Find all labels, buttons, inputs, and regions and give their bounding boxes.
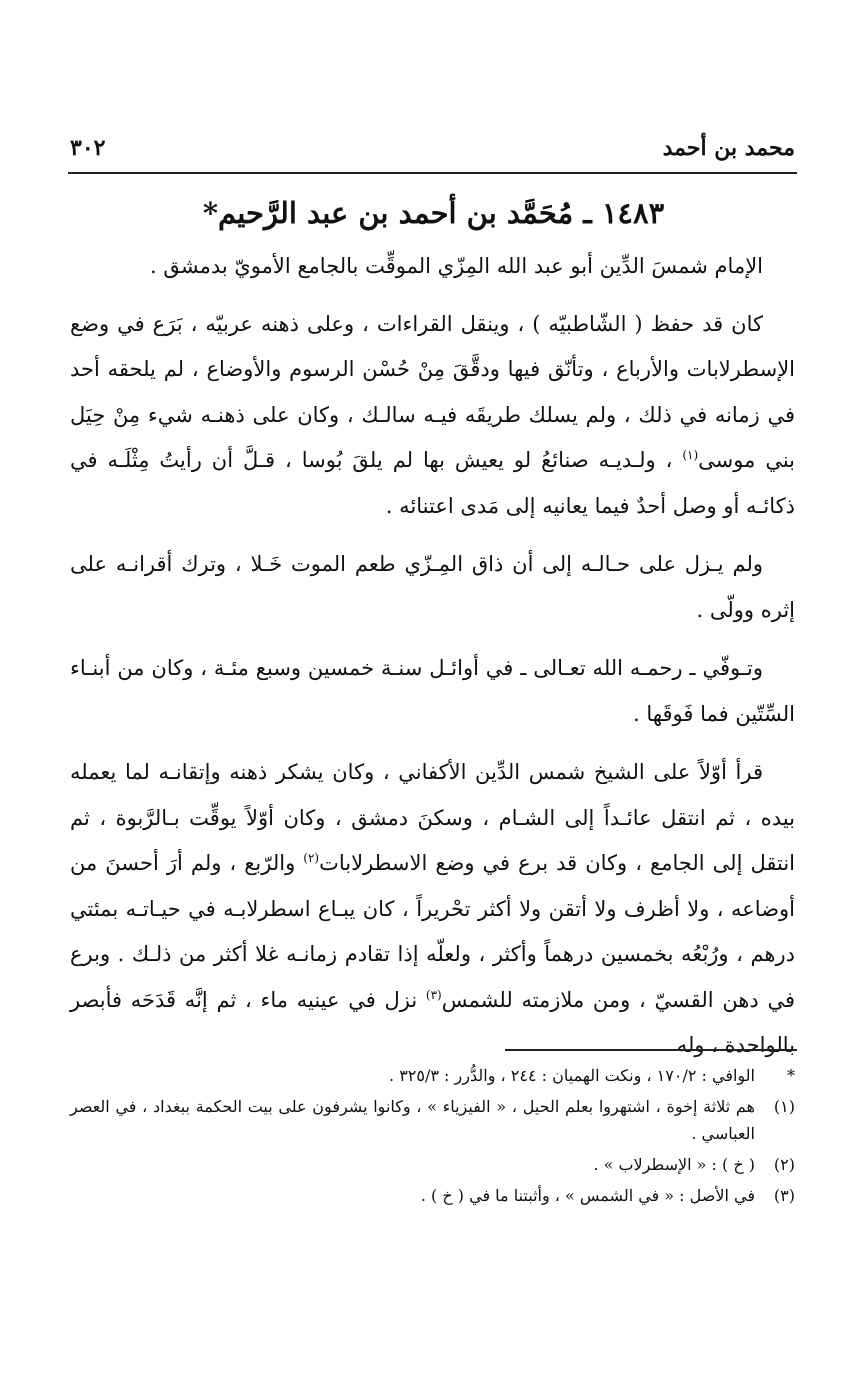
- footnote-item: [70, 1062, 795, 1089]
- running-head: [70, 128, 795, 168]
- paragraph-1-text-b: ، ولـديـه صنائعُ لو يعيش بها لم يلقَ بُوسا ، قـلَّ أن رأيتُ مِثْلَـه في ذكائـه أو وصل أحدٌ فيما يعانيه إلى مَدى اعتنائه .: [70, 448, 795, 518]
- footnote-mark: (٣): [773, 1186, 795, 1205]
- footnote-text: في الأصل : « في الشمس » ، وأثبتنا ما في ( خ ) .: [420, 1186, 755, 1205]
- footnote-text: الوافي : ١٧٠/٢ ، ونكت الهميان : ٢٤٤ ، والدُّرر : ٣٢٥/٣ .: [389, 1066, 755, 1085]
- paragraph-1: [70, 302, 795, 530]
- footnote-rule: [505, 1049, 797, 1051]
- paragraph-4-text-a: قرأ أوّلاً على الشيخ شمس الدِّين الأكفاني ، وكان يشكر ذهنه وإتقانـه لما يعمله بيده ، ثم انتقل عائـداً إلى الشـام ، وسكنَ دمشق ، وكان أوّلاً يوقِّت بـالرَّبوة ، ثم انتقل إلى الجامع ، وكان قد برع في وضع الاسطرلابات: [70, 760, 795, 875]
- footnote-item: [70, 1093, 795, 1147]
- footnote-ref-2: (٢): [303, 851, 320, 865]
- paragraph-4: [70, 750, 795, 1069]
- paragraph-3: وتـوفّي ـ رحمـه الله تعـالى ـ في أوائـل سنـة خمسين وسبع مئـة ، وكان من أبنـاء السِّتّين فما فَوقَها .: [70, 656, 795, 726]
- footnote-mark: (٢): [773, 1155, 795, 1174]
- entry-body: [70, 244, 795, 1082]
- footnote-mark: *: [787, 1066, 795, 1085]
- footnote-mark: (١): [773, 1097, 795, 1116]
- running-title: محمد بن أحمد: [662, 135, 795, 161]
- footnote-text: هم ثلاثة إخوة ، اشتهروا بعلم الحيل ، « الفيزياء » ، وكانوا يشرفون على بيت الحكمة ببغداد ، في العصر العباسي .: [70, 1097, 755, 1143]
- paragraph-4-text-b: والرّبع ، ولم أرَ أحسنَ من أوضاعه ، ولا أظرف ولا أتقن ولا أكثر تحْريراً ، كان يبـاع اسطرلابـه في حيـاتـه بمئتي درهم ، ورُبْعُه بخمسين درهماً وأكثر ، ولعلّه إذا تقادم زمانـه غلا أكثر من ذلـك . وبرع في دهن القسيّ ، ومن ملازمته للشمس: [70, 851, 795, 1012]
- footnote-ref-3: (٣): [425, 987, 442, 1002]
- entry-intro: الإمام شمسَ الدِّين أبو عبد الله المِزّي الموقِّت بالجامع الأمويّ بدمشق .: [149, 254, 763, 278]
- paragraph-4-text-c: نزل في عينيه ماء ، ثم إنَّه قَدَحَه فأبصر بالواحدة ، وله: [70, 987, 795, 1057]
- footnote-item: [70, 1151, 795, 1178]
- footnotes: [70, 1062, 795, 1213]
- paragraph-2: ولم يـزل على حـالـه إلى أن ذاق المِـزّي طعم الموت خَـلا ، وترك أقرانـه على إثره وولّى .: [70, 552, 795, 622]
- header-rule: [68, 172, 797, 174]
- entry-title: ١٤٨٣ ـ مُحَمَّد بن أحمد بن عبد الرَّحيم*: [202, 196, 665, 230]
- footnote-item: [70, 1182, 795, 1209]
- footnote-text: ( خ ) : « الإسطرلاب » .: [593, 1155, 755, 1174]
- footnote-ref-1: (١): [682, 448, 699, 462]
- paragraph-1-text-a: كان قد حفظ ( الشّاطبيّه ) ، وينقل القراءات ، وعلى ذهنه عربيّه ، بَرَع في وضع الإسطرلابات والأرباع ، وتأنّق فيها ودقَّقَ مِنْ حُسْن الرسوم والأوضاع ، لم يلحقه أحد في زمانه في ذلك ، ولم يسلك طريقَه فيـه سالـك ، وكان على ذهنـه شيء مِنْ حِيَل بني موسى: [70, 311, 796, 472]
- page-number: ٣٠٢: [70, 135, 106, 161]
